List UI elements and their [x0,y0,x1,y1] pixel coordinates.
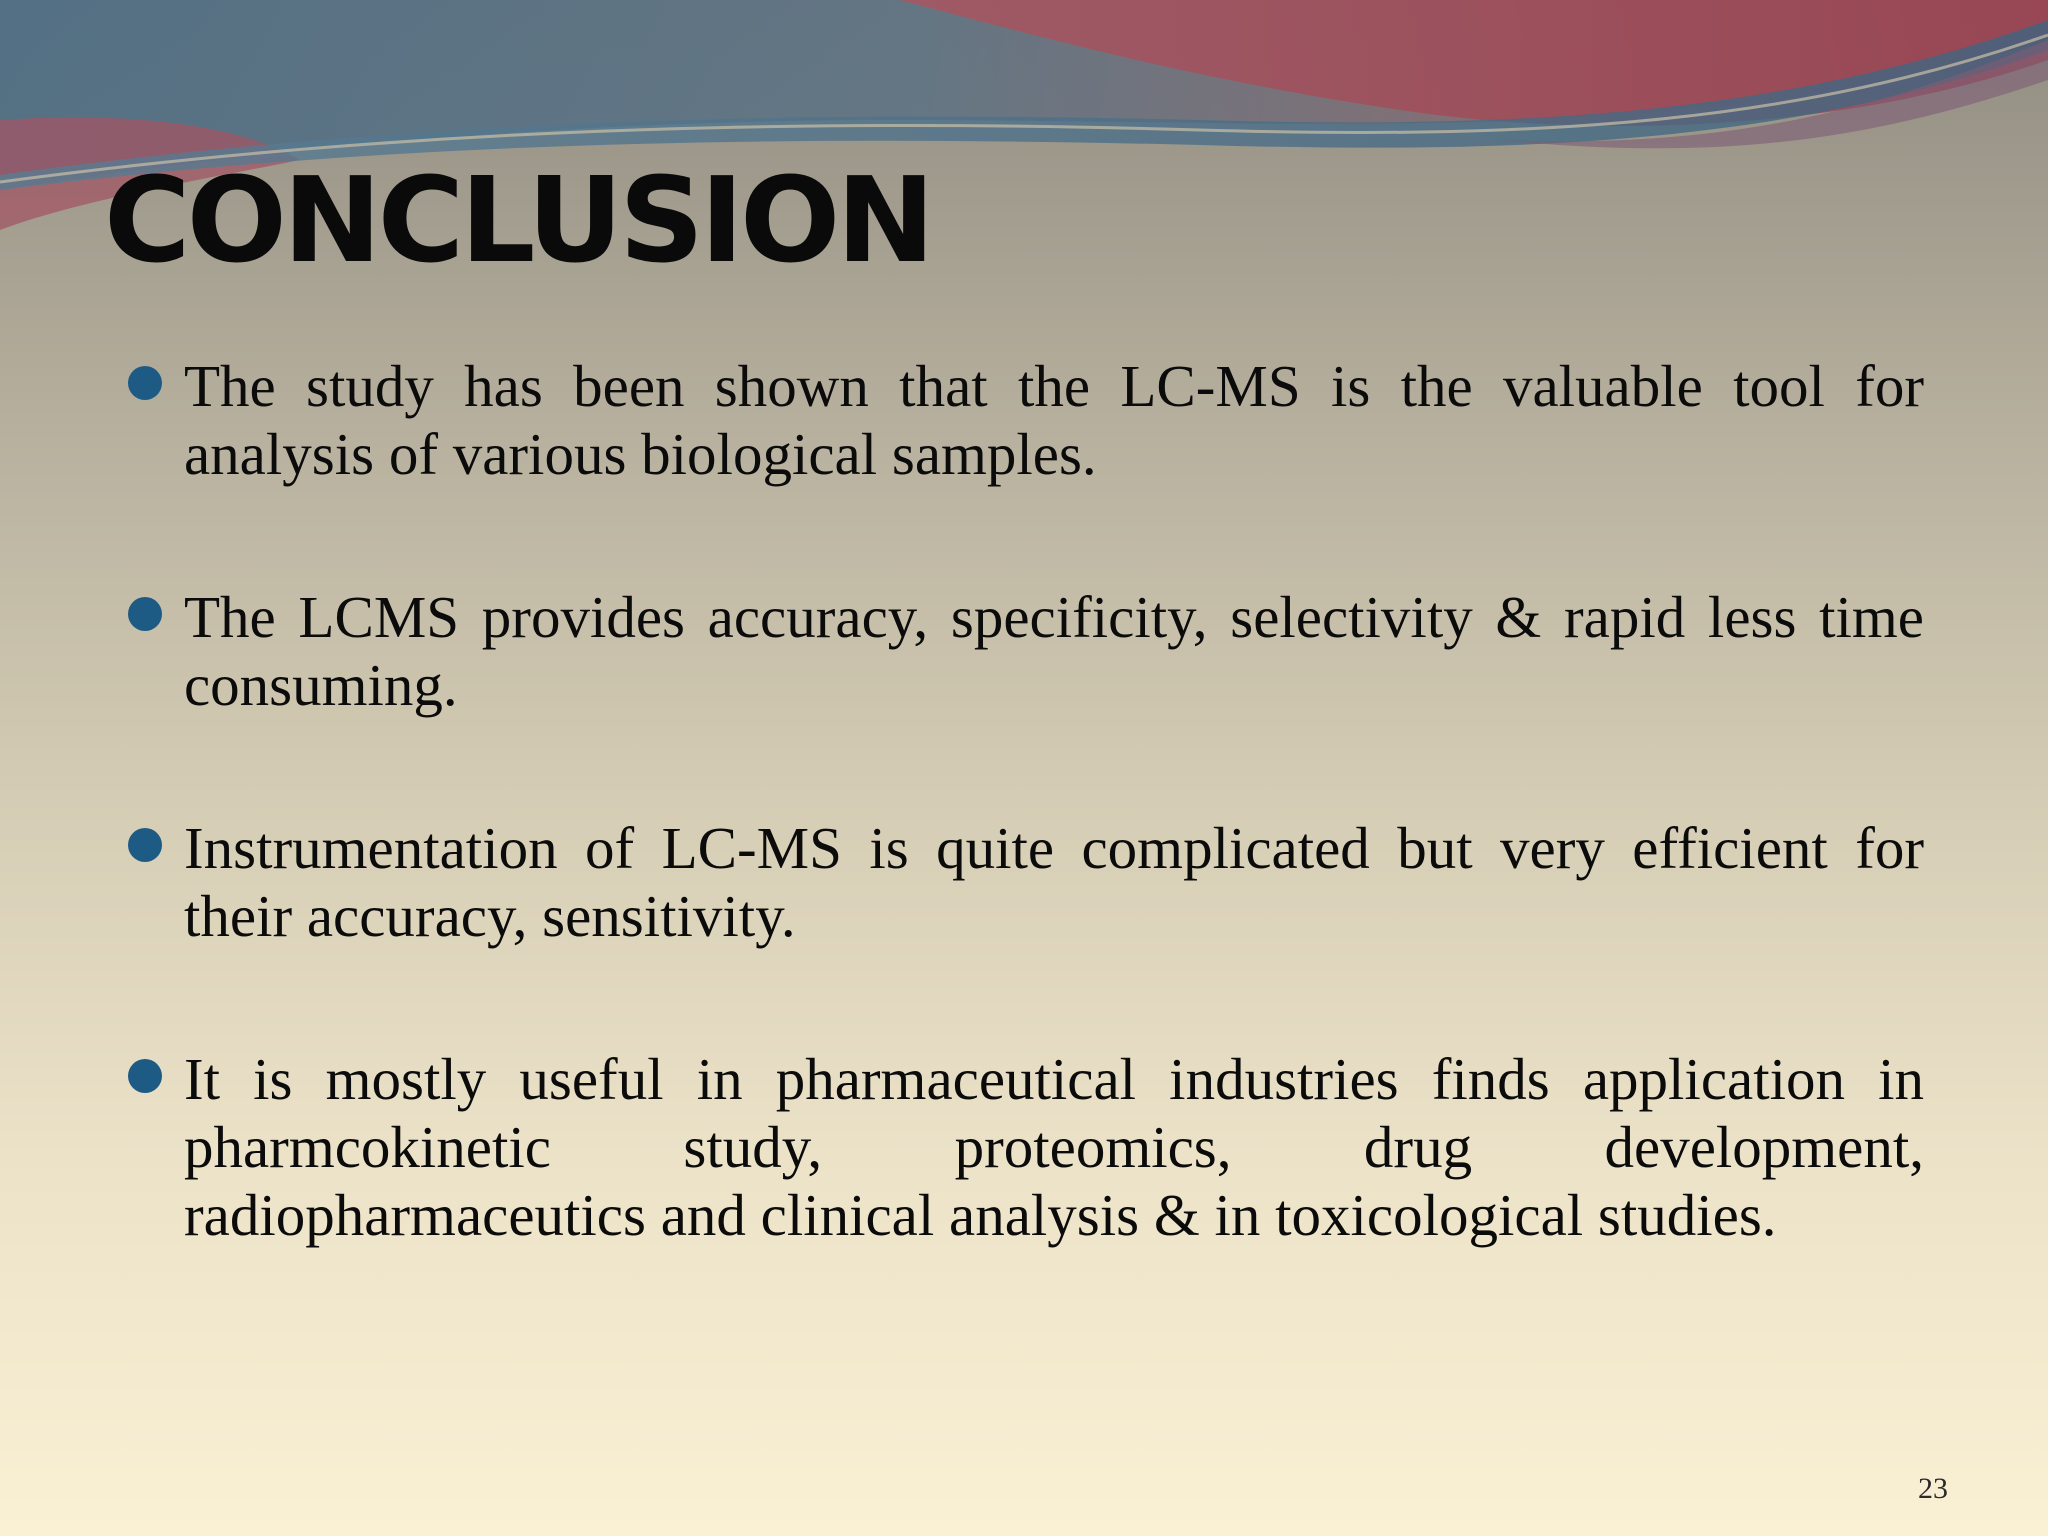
bullet-item [128,814,1924,950]
bullet-item [128,583,1924,719]
bullet-dot-icon [128,597,162,631]
bullet-dot-icon [128,1059,162,1093]
bullet-text: Instrumentation of LC-MS is quite complicated but very efficient for their accuracy, sensitivity. [184,815,1924,949]
bullet-dot-icon [128,828,162,862]
bullet-item [128,352,1924,488]
bullet-text: It is mostly useful in pharmaceutical industries finds application in pharmcokinetic study, proteomics, drug development, radiopharmaceutics and clinical analysis & in toxicological studies. [184,1046,1924,1248]
bullet-text: The study has been shown that the LC-MS is the valuable tool for analysis of various biological samples. [184,353,1924,487]
bullet-text: The LCMS provides accuracy, specificity, selectivity & rapid less time consuming. [184,584,1924,718]
bullet-dot-icon [128,366,162,400]
bullet-item [128,1045,1924,1249]
slide-title: CONCLUSION [104,151,932,289]
bullet-list [128,352,1924,1249]
page-number: 23 [1918,1472,1948,1505]
